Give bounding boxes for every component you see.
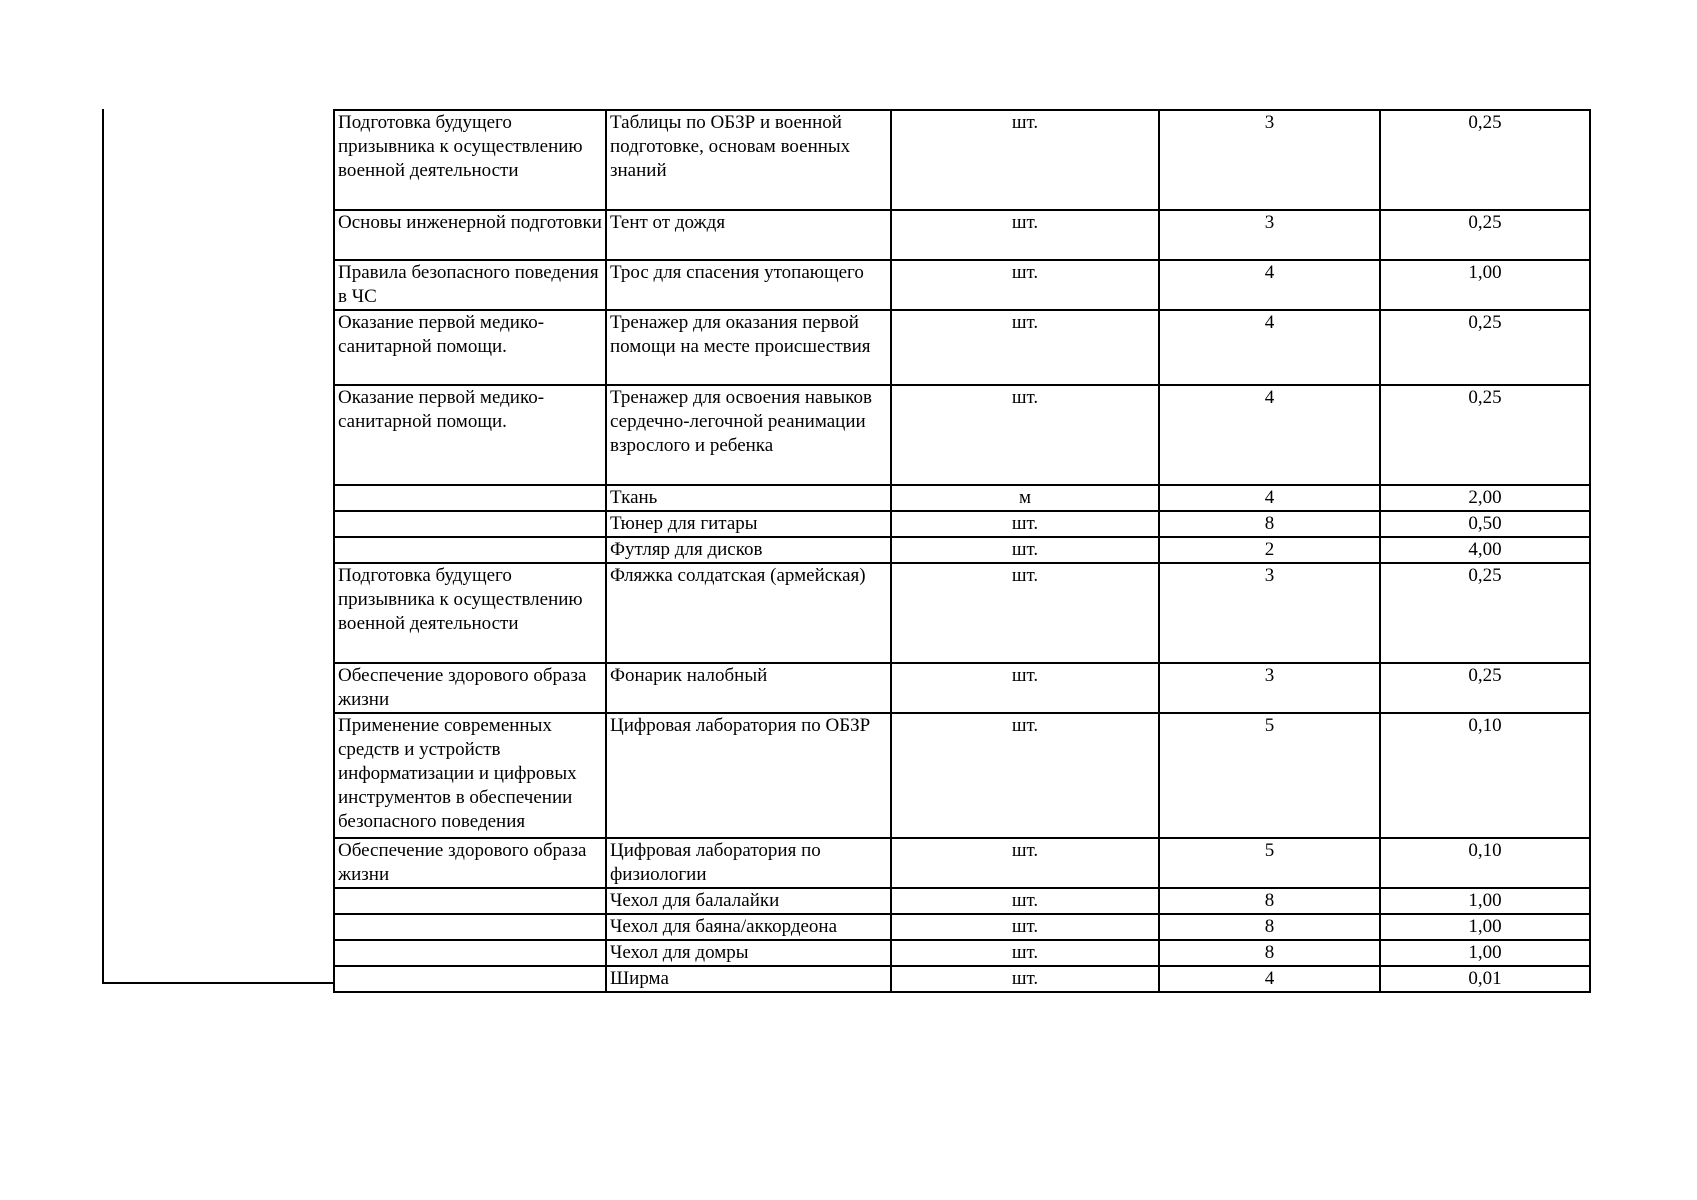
norm-cell: 1,00 xyxy=(1380,914,1590,940)
table-row xyxy=(334,838,1590,888)
unit-cell: шт. xyxy=(891,537,1159,563)
norm-cell: 0,25 xyxy=(1380,310,1590,385)
quantity-cell: 8 xyxy=(1159,914,1380,940)
section-cell xyxy=(334,888,606,914)
quantity-cell: 3 xyxy=(1159,563,1380,663)
table-row xyxy=(334,310,1590,385)
quantity-cell: 8 xyxy=(1159,888,1380,914)
item-name-cell: Трос для спасения утопающего xyxy=(606,260,891,310)
table-row xyxy=(334,537,1590,563)
quantity-cell: 8 xyxy=(1159,511,1380,537)
unit-cell: шт. xyxy=(891,511,1159,537)
section-cell xyxy=(334,511,606,537)
section-cell xyxy=(334,966,606,992)
quantity-cell: 4 xyxy=(1159,485,1380,511)
norm-cell: 0,25 xyxy=(1380,210,1590,260)
unit-cell: шт. xyxy=(891,260,1159,310)
quantity-cell: 3 xyxy=(1159,210,1380,260)
norm-cell: 0,25 xyxy=(1380,563,1590,663)
section-cell: Применение современных средств и устройств информатизации и цифровых инструментов в обеспечении безопасного поведения xyxy=(334,713,606,838)
item-name-cell: Цифровая лаборатория по ОБЗР xyxy=(606,713,891,838)
item-name-cell: Фляжка солдатская (армейская) xyxy=(606,563,891,663)
item-name-cell: Тренажер для оказания первой помощи на месте происшествия xyxy=(606,310,891,385)
table-row xyxy=(334,914,1590,940)
table-row xyxy=(334,888,1590,914)
item-name-cell: Тренажер для освоения навыков сердечно-легочной реанимации взрослого и ребенка xyxy=(606,385,891,485)
item-name-cell: Ткань xyxy=(606,485,891,511)
item-name-cell: Цифровая лаборатория по физиологии xyxy=(606,838,891,888)
table-row xyxy=(334,110,1590,210)
unit-cell: шт. xyxy=(891,966,1159,992)
unit-cell: шт. xyxy=(891,663,1159,713)
unit-cell: шт. xyxy=(891,110,1159,210)
section-cell xyxy=(334,914,606,940)
section-cell xyxy=(334,940,606,966)
left-merged-column xyxy=(102,109,334,984)
norm-cell: 0,01 xyxy=(1380,966,1590,992)
item-name-cell: Фонарик налобный xyxy=(606,663,891,713)
table-row xyxy=(334,485,1590,511)
table-row xyxy=(334,511,1590,537)
item-name-cell: Тент от дождя xyxy=(606,210,891,260)
section-cell: Правила безопасного поведения в ЧС xyxy=(334,260,606,310)
section-cell xyxy=(334,485,606,511)
norm-cell: 0,10 xyxy=(1380,713,1590,838)
quantity-cell: 4 xyxy=(1159,310,1380,385)
quantity-cell: 4 xyxy=(1159,260,1380,310)
item-name-cell: Тюнер для гитары xyxy=(606,511,891,537)
item-name-cell: Таблицы по ОБЗР и военной подготовке, основам военных знаний xyxy=(606,110,891,210)
norm-cell: 1,00 xyxy=(1380,888,1590,914)
norm-cell: 0,10 xyxy=(1380,838,1590,888)
unit-cell: шт. xyxy=(891,210,1159,260)
section-cell: Подготовка будущего призывника к осуществлению военной деятельности xyxy=(334,563,606,663)
unit-cell: шт. xyxy=(891,713,1159,838)
unit-cell: шт. xyxy=(891,310,1159,385)
quantity-cell: 2 xyxy=(1159,537,1380,563)
section-cell: Оказание первой медико-санитарной помощи. xyxy=(334,310,606,385)
unit-cell: шт. xyxy=(891,940,1159,966)
norm-cell: 2,00 xyxy=(1380,485,1590,511)
norm-cell: 0,25 xyxy=(1380,385,1590,485)
unit-cell: шт. xyxy=(891,563,1159,663)
section-cell xyxy=(334,537,606,563)
item-name-cell: Ширма xyxy=(606,966,891,992)
item-name-cell: Футляр для дисков xyxy=(606,537,891,563)
section-cell: Обеспечение здорового образа жизни xyxy=(334,663,606,713)
norm-cell: 1,00 xyxy=(1380,260,1590,310)
section-cell: Подготовка будущего призывника к осуществлению военной деятельности xyxy=(334,110,606,210)
quantity-cell: 5 xyxy=(1159,838,1380,888)
unit-cell: м xyxy=(891,485,1159,511)
quantity-cell: 4 xyxy=(1159,966,1380,992)
table-row xyxy=(334,940,1590,966)
section-cell: Оказание первой медико-санитарной помощи. xyxy=(334,385,606,485)
norm-cell: 0,50 xyxy=(1380,511,1590,537)
equipment-table xyxy=(333,109,1591,993)
quantity-cell: 3 xyxy=(1159,110,1380,210)
norm-cell: 0,25 xyxy=(1380,663,1590,713)
table-row xyxy=(334,210,1590,260)
item-name-cell: Чехол для домры xyxy=(606,940,891,966)
section-cell: Основы инженерной подготовки xyxy=(334,210,606,260)
item-name-cell: Чехол для баяна/аккордеона xyxy=(606,914,891,940)
table-row xyxy=(334,713,1590,838)
quantity-cell: 5 xyxy=(1159,713,1380,838)
section-cell: Обеспечение здорового образа жизни xyxy=(334,838,606,888)
unit-cell: шт. xyxy=(891,888,1159,914)
norm-cell: 0,25 xyxy=(1380,110,1590,210)
table-row xyxy=(334,663,1590,713)
unit-cell: шт. xyxy=(891,838,1159,888)
norm-cell: 4,00 xyxy=(1380,537,1590,563)
quantity-cell: 3 xyxy=(1159,663,1380,713)
unit-cell: шт. xyxy=(891,914,1159,940)
unit-cell: шт. xyxy=(891,385,1159,485)
quantity-cell: 8 xyxy=(1159,940,1380,966)
item-name-cell: Чехол для балалайки xyxy=(606,888,891,914)
table-row xyxy=(334,385,1590,485)
quantity-cell: 4 xyxy=(1159,385,1380,485)
table-row xyxy=(334,260,1590,310)
table-row xyxy=(334,966,1590,992)
table-row xyxy=(334,563,1590,663)
norm-cell: 1,00 xyxy=(1380,940,1590,966)
